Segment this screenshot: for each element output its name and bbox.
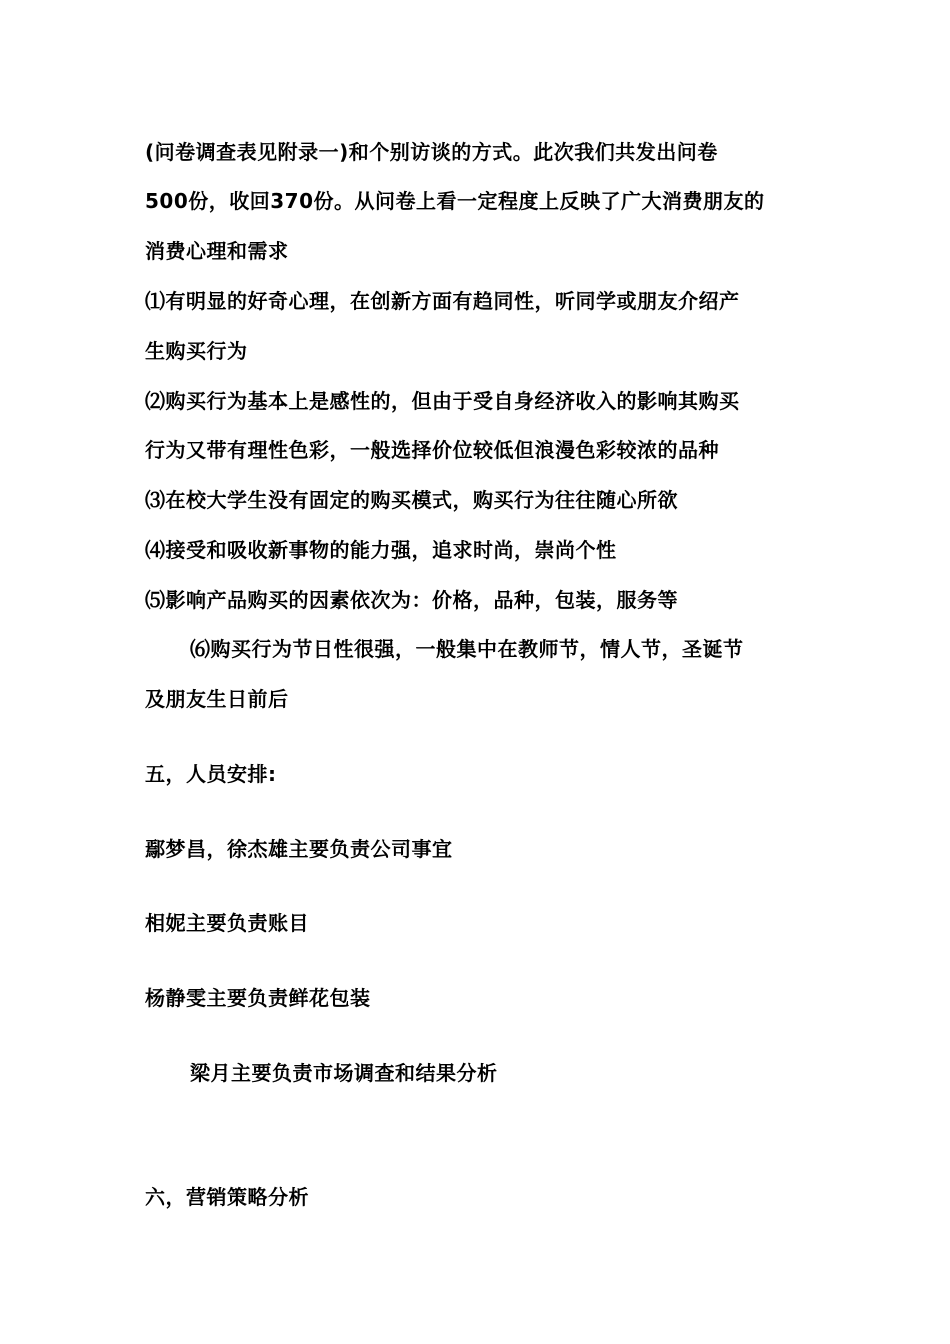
- finding-1: ⑴有明显的好奇心理，在创新方面有趋同性，听同学或朋友介绍产: [145, 289, 740, 313]
- survey-line-3: 消费心理和需求: [145, 239, 289, 263]
- finding-4: ⑷接受和吸收新事物的能力强，追求时尚，崇尚个性: [145, 538, 617, 562]
- staff-item-3: 杨静雯主要负责鲜花包装: [145, 986, 371, 1010]
- finding-1-cont: 生购买行为: [145, 339, 248, 363]
- staff-item-1: 鄢梦昌，徐杰雄主要负责公司事宜: [145, 837, 453, 861]
- section-6-heading: 六，营销策略分析: [145, 1185, 309, 1209]
- finding-3: ⑶在校大学生没有固定的购买模式，购买行为往往随心所欲: [145, 488, 678, 512]
- finding-5: ⑸影响产品购买的因素依次为：价格，品种，包装，服务等: [145, 588, 678, 612]
- finding-6: ⑹购买行为节日性很强，一般集中在教师节，情人节，圣诞节: [190, 637, 744, 661]
- finding-2-cont: 行为又带有理性色彩，一般选择价位较低但浪漫色彩较浓的品种: [145, 438, 719, 462]
- survey-line-2: 500份，收回370份。从问卷上看一定程度上反映了广大消费朋友的: [145, 189, 765, 213]
- finding-6-cont: 及朋友生日前后: [145, 687, 289, 711]
- survey-line-1: (问卷调查表见附录一)和个别访谈的方式。此次我们共发出问卷: [145, 140, 718, 164]
- section-5-heading: 五，人员安排:: [145, 762, 277, 786]
- staff-item-4: 梁月主要负责市场调查和结果分析: [190, 1061, 498, 1085]
- staff-item-2: 相妮主要负责账目: [145, 911, 309, 935]
- finding-2: ⑵购买行为基本上是感性的，但由于受自身经济收入的影响其购买: [145, 389, 740, 413]
